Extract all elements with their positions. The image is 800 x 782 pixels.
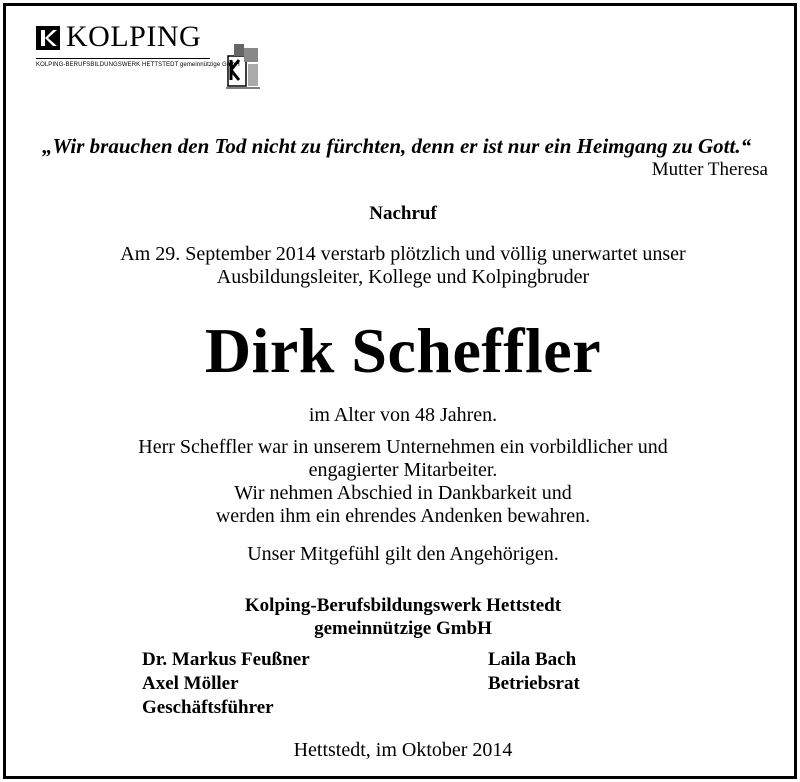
tribute-line: Herr Scheffler war in unserem Unternehmen ein vorbildlicher und bbox=[138, 436, 668, 458]
organization-name bbox=[6, 594, 800, 640]
signatories-management bbox=[142, 648, 310, 720]
intro-line: Ausbildungsleiter, Kollege und Kolpingbruder bbox=[216, 266, 590, 288]
tribute-text bbox=[6, 436, 800, 528]
obituary-notice bbox=[3, 3, 797, 779]
quote-text: „Wir brauchen den Tod nicht zu fürchten, denn er ist nur ein Heimgang zu Gott.“ bbox=[42, 134, 752, 158]
logo-underline bbox=[36, 58, 210, 59]
sympathy-text: Unser Mitgefühl gilt den Angehörigen. bbox=[247, 543, 559, 565]
tribute-line: werden ihm ein ehrendes Andenken bewahren. bbox=[215, 505, 591, 527]
organization-line: gemeinnützige GmbH bbox=[314, 618, 492, 639]
logo-subtitle: KOLPING-BERUFSBILDUNGSWERK HETTSTEDT gemeinnützige GmbH bbox=[36, 62, 240, 68]
signatory-role: Betriebsrat bbox=[488, 673, 580, 694]
logo-wordmark: KOLPING bbox=[66, 20, 202, 53]
signatory-name: Dr. Markus Feußner bbox=[142, 649, 310, 670]
kolping-emblem-icon bbox=[222, 42, 264, 97]
organization-line: Kolping-Berufsbildungswerk Hettstedt bbox=[244, 595, 562, 616]
tribute-line: engagierter Mitarbeiter. bbox=[308, 459, 498, 481]
age-text: im Alter von 48 Jahren. bbox=[308, 404, 498, 426]
place-date: Hettstedt, im Oktober 2014 bbox=[293, 739, 513, 761]
deceased-name: Dirk Scheffler bbox=[204, 315, 602, 386]
signatory-role: Geschäftsführer bbox=[142, 697, 274, 718]
kolping-logo bbox=[36, 20, 202, 53]
signatories-works-council bbox=[488, 648, 580, 696]
intro-text bbox=[6, 243, 800, 289]
intro-line: Am 29. September 2014 verstarb plötzlich und völlig unerwartet unser bbox=[120, 243, 686, 265]
signatory-name: Laila Bach bbox=[488, 649, 577, 670]
page-title: Nachruf bbox=[369, 203, 437, 224]
signatory-name: Axel Möller bbox=[142, 673, 239, 694]
kolping-k-icon bbox=[36, 26, 60, 50]
tribute-line: Wir nehmen Abschied in Dankbarkeit und bbox=[234, 482, 572, 504]
quote-author: Mutter Theresa bbox=[651, 159, 768, 180]
